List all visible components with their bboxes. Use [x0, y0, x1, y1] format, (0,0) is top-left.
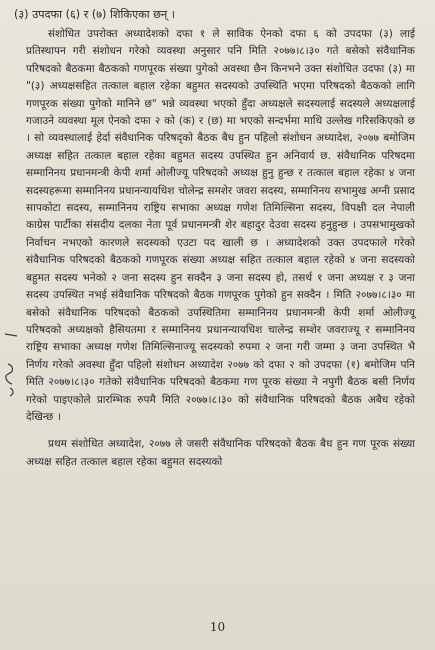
body-paragraph-1: संशोधित उपरोक्त अध्यादेशको दफा १ ले साविक ऐनको दफा ६ को उपदफा (३) लाई प्रतिस्थापन गरी संशोधन गरेको व्यवस्था अनुसार पनि मिति २०७७।८।३० गते बसेको संवैधानिक परिषदको बैठकमा बैठकको गणपूरक संख्या पुगेको अवस्था छैन किनभने उक्त संशोधित उदफा (३) मा "(३) अध्यक्षसहित तत्काल बहाल रहेका बहुमत सदस्यको उपस्थिति भएमा परिषदको बैठकको लागि गणपूरक संख्या पुगेको मानिने छ" भन्ने व्यवस्था भएको हुँदा अध्यक्षले सदस्यलाई सदस्यले अध्यक्षलाई गजाउने व्यवस्था मूल ऐनको दफा २ को (क) र (छ) मा भएको सन्दर्भमा माथि उल्लेख गरिसकिएको छ । सो व्यवस्थालाई हेर्दा संवैधानिक परिषद्को बैठक बैध हुन पहिलो संशोधन अध्यादेश, २०७७ बमोजिम अध्यक्ष सहित तत्काल बहाल रहेका बहुमत सदस्य उपस्थित हुन अनिवार्य छ. संवैधानिक परिषदमा सम्मानिनय प्रधानमन्त्री केपी शर्मा ओलीज्यू परिषदको अध्यक्ष हुनु हुन्छ र तत्काल बहाल रहेका ४ जना सदस्यहरूमा सम्मानिनय प्रधानन्यायधिश चोलेन्द्र समशेर जवरा सदस्य, सम्मानिनय सभामुख अग्नी प्रसाद सापकोटा सदस्य, सम्मानिनय राष्ट्रिय सभाका अध्यक्ष गणेश तिमिल्सिना सदस्य, विपक्षी दल नेपाली काग्रेस पार्टीका संसदीय दलका नेता पूर्व प्रधानमन्त्री शेर बहादुर देउवा सदस्य हनुहुन्छ । उपसभामुखको निर्वाचन नभएको कारणले सदस्यको एउटा पद खाली छ । अध्यादेशको उक्त उपदफाले गरेको संवैधानिक परिषदको बैठकको गणपूरक संख्या अध्यक्ष सहित तत्काल बहाल रहेको ४ जना सदस्यको बहुमत सदस्य भनेको २ जना सदस्य हुन सक्दैन ३ जना सदस्य हो, तसर्थ १ जना अध्यक्ष र ३ जना सदस्य उपस्थित नभई संवैधानिक परिषदको बैठक गणपूरक पुगेको हुन सक्दैन । मिति २०७७।८।३० मा बसेको संवैधानिक परिषदको बैठकको उपस्थितिमा सम्मानिनय प्रधानमन्त्री केपी शर्मा ओलीज्यू परिषदको अध्यक्षको हैसियतमा र सम्मानिनय प्रधानन्यायधिश चालेन्द्र सम्शेर जवराज्यू र सम्मानिनय राष्ट्रिय सभाका अध्यक्ष गणेश तिमिल्सिनाज्यू सदस्यको रुपमा २ जना गरी जम्मा ३ जना उपस्थित भै निर्णय गरेको अवस्था हुँदा पहिलो संशोधन अध्यादेश २०७७ को दफा २ को उपदफा (१) बमोजिम पनि मिति २०७७।८।३० गतेको संवैधानिक परिषदको बैठकमा गण पूरक संख्या ने नपुगी बैठक बसी निर्णय गरेको पाइएकोले प्रारम्भिक रुपमै मिति २०७७।८।३० को संवैधानिक परिषदको बैठक अबैध रहेको देखिन्छ । [26, 28, 415, 423]
page-number: 10 [209, 620, 226, 634]
section-heading: (३) उपदफा (६) र (७) शिकिएका छन् । [14, 8, 176, 21]
handwritten-margin-mark-icon [2, 330, 20, 400]
body-paragraph-2: प्रथम संशोधित अध्यादेश, २०७७ ले जसरी संवैधानिक परिषदको बैठक बैध हुन गण पूरक संख्या अध्यक्ष सहित तत्काल बहाल रहेका बहुमत सदस्यको [26, 438, 415, 468]
